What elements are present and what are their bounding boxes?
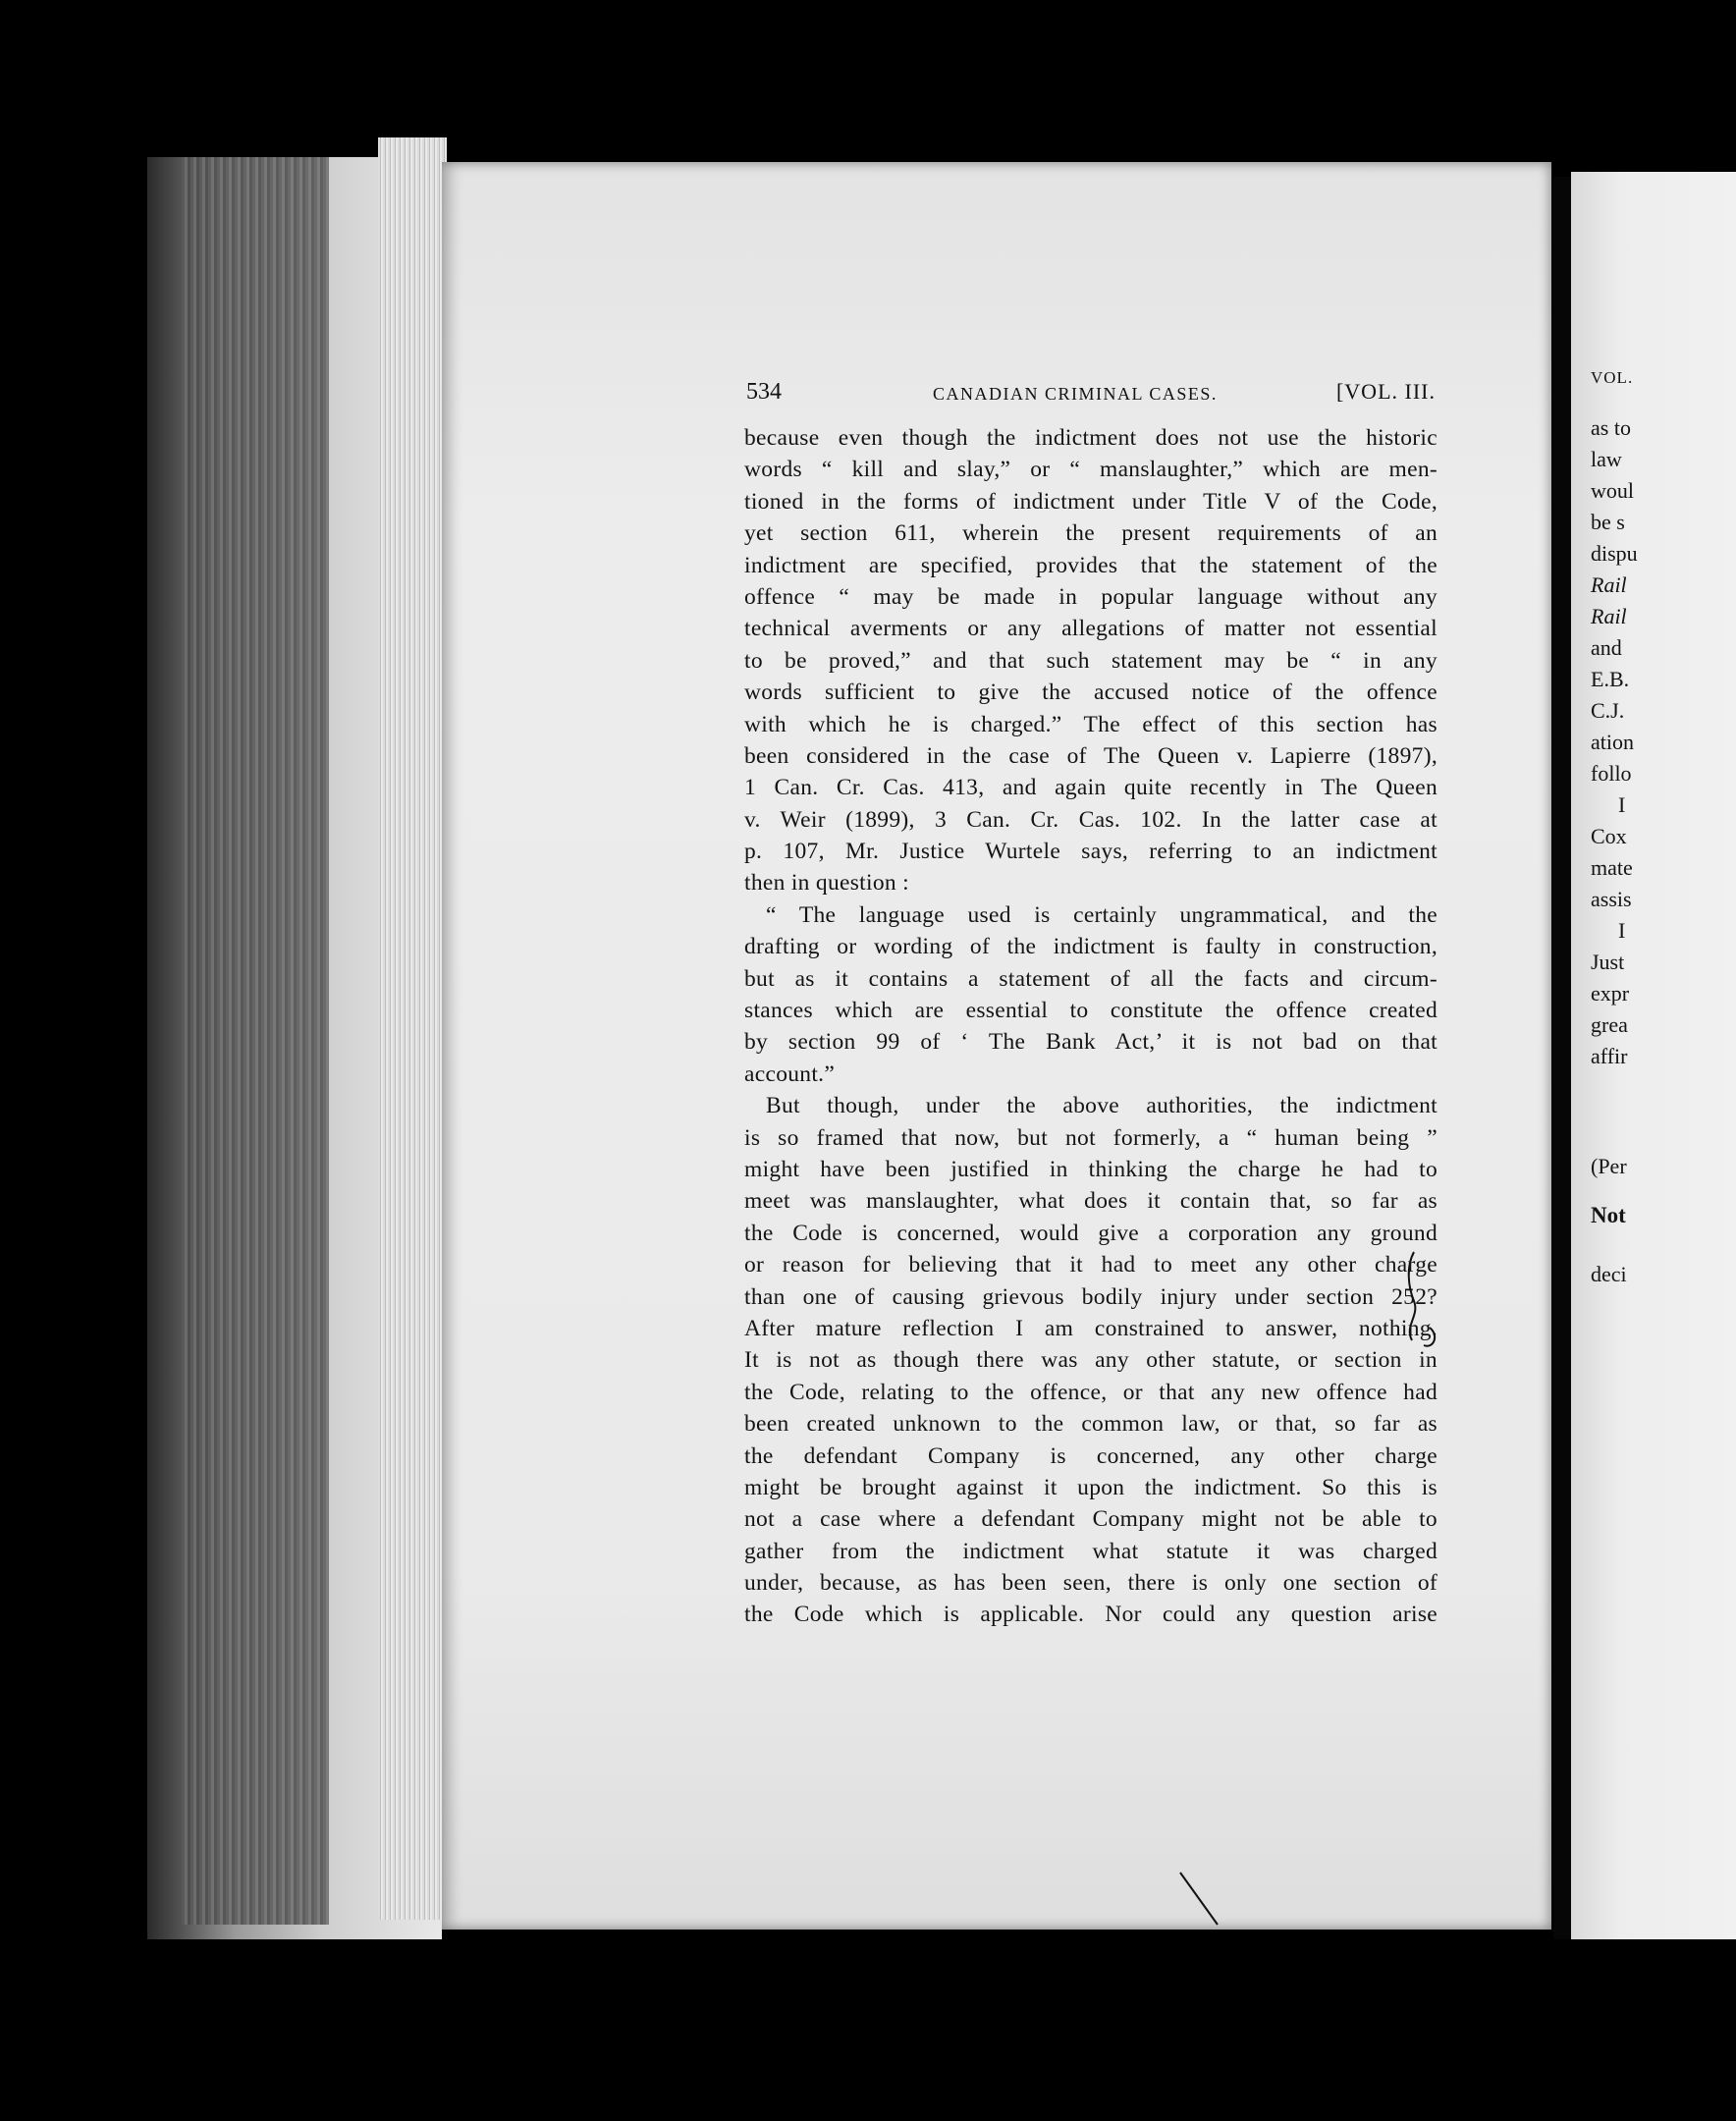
scan-artifact-mark — [1178, 1871, 1227, 1930]
text-line: is so framed that now, but not formerly, a “ human being ” — [744, 1124, 1438, 1151]
next-page-line: (Per — [1591, 1154, 1627, 1178]
quote-line: but as it contains a statement of all the facts and circum- — [744, 965, 1438, 992]
text-line: After mature reflection I am constrained to answer, nothing. — [744, 1315, 1438, 1341]
text-line: the defendant Company is concerned, any other charge — [744, 1442, 1438, 1469]
next-page-line: I — [1618, 918, 1626, 943]
next-page-line: dispu — [1591, 541, 1638, 566]
body-text — [744, 422, 1438, 1631]
text-line: or reason for believing that it had to meet any other charge — [744, 1252, 1438, 1278]
text-line: gather from the indictment what statute it was charged — [744, 1538, 1438, 1564]
next-page-line: Rail — [1591, 604, 1627, 628]
text-line: v. Weir (1899), 3 Can. Cr. Cas. 102. In the latter case at — [744, 806, 1438, 833]
next-page-line: Rail — [1591, 572, 1627, 597]
text-line: been created unknown to the common law, or that, so far as — [744, 1411, 1438, 1438]
text-line: meet was manslaughter, what does it contain that, so far as — [744, 1188, 1438, 1215]
text-line: words “ kill and slay,” or “ manslaughter,” which are men- — [744, 457, 1438, 483]
next-page-line: as to — [1591, 415, 1631, 440]
next-page-line: Just — [1591, 950, 1625, 974]
page-number: 534 — [746, 379, 782, 405]
scan-border-top — [0, 0, 1736, 137]
quote-line: by section 99 of ‘ The Bank Act,’ it is not bad on that — [744, 1029, 1438, 1056]
next-page-line: I — [1618, 792, 1626, 817]
text-line: to be proved,” and that such statement may be “ in any — [744, 647, 1438, 674]
next-page-line: affir — [1591, 1044, 1628, 1068]
next-page-line: Cox — [1591, 824, 1627, 848]
spine-gutter — [1553, 177, 1571, 1944]
text-line: might have been justified in thinking the charge he had to — [744, 1156, 1438, 1182]
text-line: But though, under the above authorities, the indictment — [766, 1093, 1438, 1119]
next-page-line: assis — [1591, 887, 1632, 911]
text-line: the Code which is applicable. Nor could any question arise — [744, 1602, 1438, 1628]
quote-line: stances which are essential to constitute the offence created — [744, 998, 1438, 1024]
next-page-line: follo — [1591, 761, 1632, 786]
text-line: the Code, relating to the offence, or that any new offence had — [744, 1379, 1438, 1405]
text-line: with which he is charged.” The effect of this section has — [744, 711, 1438, 737]
next-page-fragment — [1571, 172, 1736, 1939]
next-page-line: mate — [1591, 855, 1633, 880]
next-page-line: woul — [1591, 478, 1634, 503]
quote-line: “ The language used is certainly ungrammatical, and the — [766, 901, 1438, 928]
running-head — [746, 379, 1436, 412]
text-line: the Code is concerned, would give a corporation any ground — [744, 1220, 1438, 1246]
next-page-line: and — [1591, 635, 1622, 660]
text-line: offence “ may be made in popular language without any — [744, 583, 1438, 610]
text-line: under, because, as has been seen, there is only one section of — [744, 1570, 1438, 1597]
next-page-line: ation — [1591, 730, 1634, 754]
left-page-stack — [182, 157, 329, 1925]
next-page-line: E.B. — [1591, 667, 1630, 691]
volume-label: [VOL. III. — [1335, 379, 1436, 404]
handwritten-mark — [1384, 1247, 1443, 1355]
text-line: p. 107, Mr. Justice Wurtele says, referring to an indictment — [744, 839, 1438, 865]
text-line: yet section 611, wherein the present requirements of an — [744, 520, 1438, 547]
next-page-line: grea — [1591, 1012, 1628, 1037]
page-fore-edges — [378, 137, 447, 1920]
next-page-line: be s — [1591, 510, 1625, 534]
text-line: then in question : — [744, 870, 909, 897]
text-line: words sufficient to give the accused notice of the offence — [744, 680, 1438, 706]
text-line: 1 Can. Cr. Cas. 413, and again quite recently in The Queen — [744, 775, 1438, 801]
next-page-line: law — [1591, 447, 1622, 471]
next-page-line: C.J. — [1591, 698, 1625, 723]
next-page-line: expr — [1591, 981, 1630, 1006]
next-page-heading: Not — [1591, 1203, 1626, 1227]
text-line: might be brought against it upon the indictment. So this is — [744, 1474, 1438, 1500]
quote-line: account.” — [744, 1060, 836, 1087]
journal-title: CANADIAN CRIMINAL CASES. — [933, 384, 1218, 404]
next-page-line: deci — [1591, 1262, 1627, 1286]
text-line: technical averments or any allegations of matter not essential — [744, 616, 1438, 642]
text-line: because even though the indictment does not use the historic — [744, 425, 1438, 451]
scan-border-bottom — [0, 1939, 1736, 2121]
text-line: than one of causing grievous bodily injury under section 252? — [744, 1283, 1438, 1310]
quote-line: drafting or wording of the indictment is faulty in construction, — [744, 934, 1438, 960]
text-line: indictment are specified, provides that the statement of the — [744, 552, 1438, 578]
text-line: not a case where a defendant Company might not be able to — [744, 1506, 1438, 1533]
text-line: It is not as though there was any other statute, or section in — [744, 1347, 1438, 1374]
next-page-line: VOL. — [1591, 368, 1634, 387]
text-line: tioned in the forms of indictment under Title V of the Code, — [744, 488, 1438, 515]
text-line: been considered in the case of The Queen v. Lapierre (1897), — [744, 742, 1438, 769]
